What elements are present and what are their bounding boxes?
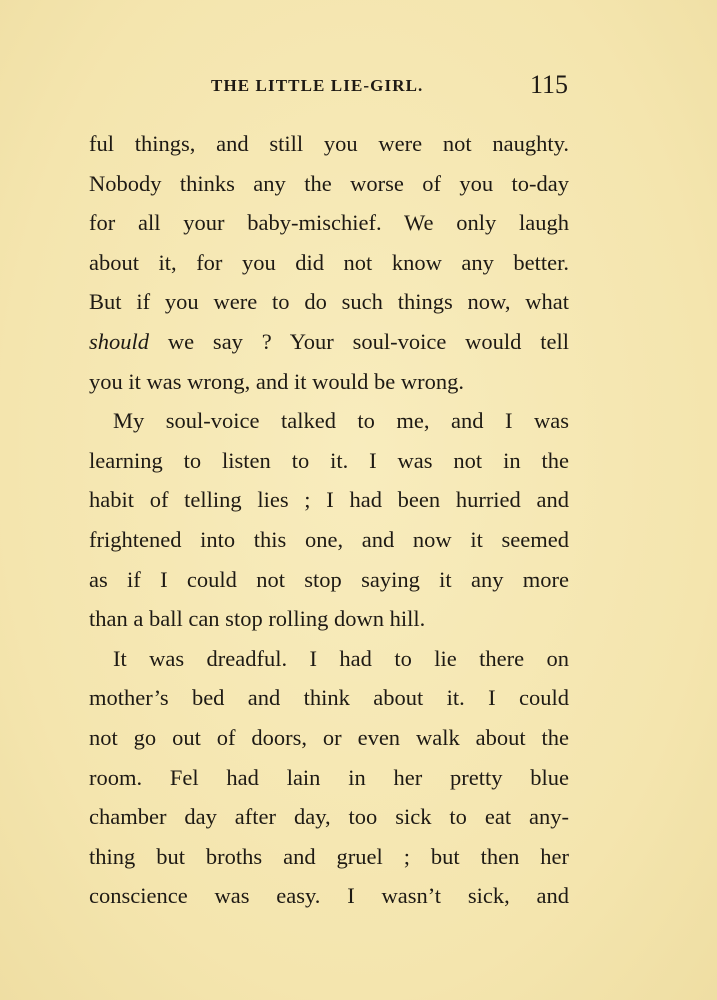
text-line — [89, 322, 569, 362]
text-line: not go out of doors, or even walk about the — [89, 724, 569, 750]
text-line: room. Fel had lain in her pretty blue — [89, 764, 569, 790]
text-line: Nobody thinks any the worse of you to-day — [89, 170, 569, 196]
text-line: It was dreadful. I had to lie there on — [113, 645, 569, 671]
page-number: 115 — [530, 70, 569, 99]
running-title: THE LITTLE LIE-GIRL. — [211, 76, 424, 95]
text-line: thing but broths and gruel ; but then her — [89, 843, 569, 869]
text-line: My soul-voice talked to me, and I was — [113, 408, 569, 434]
text-line: for all your baby-mischief. We only laugh — [89, 210, 569, 236]
line-text: we say ? Your soul-voice would tell — [149, 328, 569, 354]
text-line: you it was wrong, and it would be wrong. — [89, 368, 464, 394]
text-line: habit of telling lies ; I had been hurried and — [89, 487, 569, 513]
text-line: mother’s bed and think about it. I could — [89, 685, 569, 711]
text-line: about it, for you did not know any better. — [89, 249, 569, 275]
body-text — [89, 124, 569, 916]
text-line: conscience was easy. I wasn’t sick, and — [89, 883, 569, 909]
running-head — [0, 70, 717, 100]
text-line: ful things, and still you were not naughty. — [89, 131, 569, 156]
text-line: But if you were to do such things now, what — [89, 289, 569, 315]
italic-word: should — [89, 328, 150, 354]
text-line: chamber day after day, too sick to eat any- — [89, 804, 569, 830]
text-line: frightened into this one, and now it seemed — [89, 526, 569, 552]
text-line: than a ball can stop rolling down hill. — [89, 606, 426, 632]
text-line: as if I could not stop saying it any more — [89, 566, 569, 592]
text-line: learning to listen to it. I was not in the — [89, 447, 569, 473]
